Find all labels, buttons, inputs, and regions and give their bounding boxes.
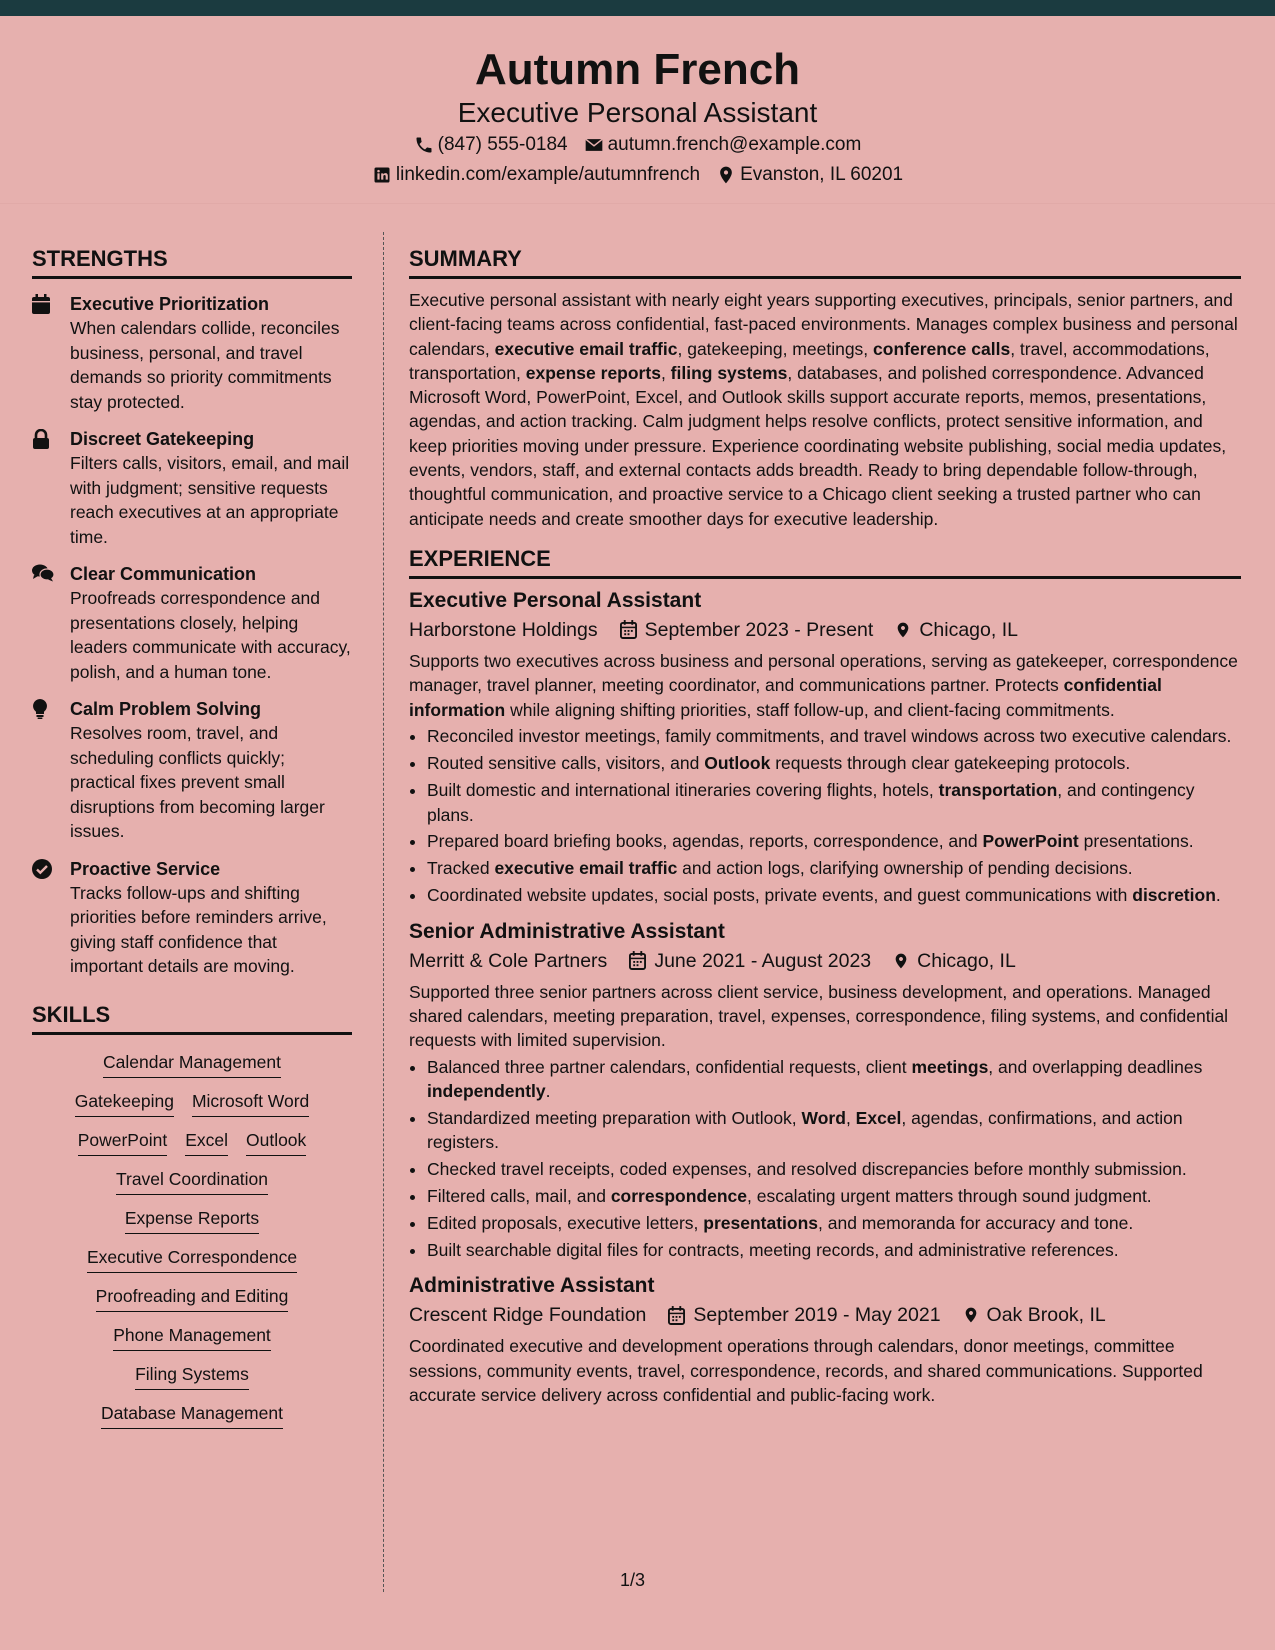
bullet-item: [427, 778, 1241, 827]
strength-title: Discreet Gatekeeping: [70, 429, 255, 449]
emphasis-text: filing systems: [670, 362, 788, 383]
job-location: Chicago, IL: [919, 618, 1018, 641]
job-location: Oak Brook, IL: [986, 1304, 1106, 1327]
check-circle-icon: [32, 859, 52, 879]
text-run: Checked travel receipts, coded expenses, and resolved discrepancies before monthly submission.: [427, 1159, 1187, 1180]
text-run: Coordinated executive and development operations through calendars, donor meetings, committee sessions, community events, travel, correspondence, records, and shared communications. Supported accurate service delivery across confidential and public-facing work.: [409, 1336, 1203, 1405]
experience-heading: EXPERIENCE: [409, 545, 1241, 579]
skill-tag: Proofreading and Editing: [96, 1283, 289, 1312]
text-run: ,: [845, 1108, 856, 1129]
skill-tag: Phone Management: [113, 1322, 271, 1351]
emphasis-text: executive email traffic: [494, 858, 678, 879]
bullet-item: [427, 1157, 1241, 1181]
contact-line-2: [0, 160, 1275, 190]
job-title: Senior Administrative Assistant: [409, 919, 725, 943]
skill-tag: Excel: [185, 1127, 228, 1156]
skill-tag: Database Management: [101, 1400, 283, 1429]
text-run: , travel, accommodations, transportation,: [409, 338, 1210, 383]
emphasis-text: independently: [427, 1081, 546, 1102]
text-run: .: [1215, 885, 1221, 906]
job-description: [409, 1334, 1241, 1407]
job-entry: [409, 1272, 1241, 1407]
text-run: , escalating urgent matters through sound judgment.: [746, 1186, 1152, 1207]
text-run: and action logs, clarifying ownership of pending decisions.: [677, 858, 1133, 879]
job-entry: [409, 918, 1241, 1263]
job-entry: [409, 587, 1241, 908]
emphasis-text: Excel: [855, 1108, 902, 1129]
text-run: Executive personal assistant with nearly eight years supporting executives, principals, senior partners, and client-facing teams across confidential, fast-paced environments. Manages complex business and personal calendars,: [409, 290, 1238, 359]
linkedin-text: linkedin.com/example/autumnfrench: [395, 164, 701, 185]
company-name: Crescent Ridge Foundation: [409, 1304, 647, 1327]
skills-heading: SKILLS: [32, 1001, 352, 1035]
page-number: 1/3: [620, 1570, 646, 1590]
job-description: [409, 649, 1241, 722]
text-run: .: [545, 1081, 551, 1102]
chat-bubbles-icon: [32, 564, 54, 582]
text-run: , databases, and polished correspondence. Advanced Microsoft Word, PowerPoint, Excel, and Outlook skills support accurate reports, memos, presentations, agendas, and action tracking. Calm judgment helps resolve conflicts, protect sensitive information, and keep priorities moving under pressure. Experience coordinating website publishing, social media updates, events, vendors, staff, and external contacts adds breadth. Ready to bring dependable follow-through, thoughtful communication, and proactive service to a Chicago client seeking a trusted partner who can anticipate needs and create smoother days for executive leadership.: [409, 362, 1227, 529]
text-run: Coordinated website updates, social posts, private events, and guest communications with: [427, 885, 1133, 906]
job-dates: June 2021 - August 2023: [654, 949, 872, 972]
job-meta: [409, 946, 1241, 976]
skill-tag: Executive Correspondence: [87, 1244, 297, 1273]
job-bullets: [427, 724, 1241, 907]
job-bullets: [427, 1055, 1241, 1262]
job-location: Chicago, IL: [917, 949, 1016, 972]
job-meta: [409, 615, 1241, 645]
strength-item: [32, 857, 352, 979]
text-run: , and overlapping deadlines: [988, 1056, 1203, 1077]
top-accent-bar: [0, 0, 1275, 16]
company-name: Merritt & Cole Partners: [409, 949, 608, 972]
emphasis-text: PowerPoint: [982, 831, 1079, 852]
text-run: Reconciled investor meetings, family commitments, and travel windows across two executive calendars.: [427, 726, 1232, 747]
calendar-icon: [620, 620, 637, 639]
skill-tag: Filing Systems: [135, 1361, 249, 1390]
location-contact: [716, 160, 903, 190]
lock-icon: [32, 429, 50, 449]
text-run: Supports two executives across business and personal operations, serving as gatekeeper, correspondence manager, travel planner, meeting coordinator, and communications partner. Protects: [409, 650, 1238, 696]
strength-title: Calm Problem Solving: [70, 699, 262, 719]
emphasis-text: confidential information: [409, 675, 1162, 720]
resume-header: [0, 16, 1275, 204]
job-title: Administrative Assistant: [409, 1274, 655, 1298]
text-run: Standardized meeting preparation with Outlook,: [427, 1108, 802, 1129]
left-column: [32, 245, 352, 1429]
lightbulb-icon: [32, 699, 48, 719]
job-meta: [409, 1300, 1241, 1330]
map-pin-icon: [893, 951, 909, 971]
bullet-item: [427, 829, 1241, 853]
linkedin-contact[interactable]: [372, 160, 700, 190]
linkedin-icon: [372, 165, 392, 185]
bullet-item: [427, 1211, 1241, 1235]
strength-title: Clear Communication: [70, 564, 257, 584]
skill-tag: Calendar Management: [103, 1049, 281, 1078]
skill-tag: Travel Coordination: [116, 1166, 268, 1195]
bullet-item: [427, 1238, 1241, 1262]
summary-heading: SUMMARY: [409, 245, 1241, 279]
phone-contact[interactable]: [414, 130, 568, 160]
text-run: Edited proposals, executive letters,: [427, 1213, 704, 1234]
strength-description: Filters calls, visitors, email, and mail with judgment; sensitive requests reach executives at an appropriate time.: [70, 453, 350, 547]
map-pin-icon: [895, 620, 911, 640]
strength-description: Proofreads correspondence and presentations closely, helping leaders communicate with accuracy, polish, and a human tone.: [70, 588, 351, 682]
emphasis-text: presentations: [703, 1213, 819, 1234]
text-run: , agendas, confirmations, and action registers.: [427, 1108, 1183, 1153]
job-dates: September 2023 - Present: [644, 618, 874, 641]
map-pin-icon: [716, 165, 736, 185]
strength-title: Executive Prioritization: [70, 294, 270, 314]
company-name: Harborstone Holdings: [409, 618, 598, 641]
emphasis-text: correspondence: [610, 1186, 747, 1207]
text-run: ,: [660, 362, 671, 383]
skill-tag: PowerPoint: [78, 1127, 168, 1156]
emphasis-text: Outlook: [704, 753, 771, 774]
job-title: Executive Personal Assistant: [409, 588, 702, 612]
phone-text: (847) 555-0184: [437, 134, 568, 155]
strength-description: Resolves room, travel, and scheduling conflicts quickly; practical fixes prevent small disruptions from becoming larger issues.: [70, 723, 325, 841]
map-pin-icon: [963, 1305, 979, 1325]
text-run: Routed sensitive calls, visitors, and: [427, 753, 705, 774]
bullet-item: [427, 724, 1241, 748]
emphasis-text: meetings: [911, 1056, 989, 1077]
text-run: Built domestic and international itineraries covering flights, hotels,: [427, 780, 939, 801]
contact-line-1: [0, 130, 1275, 160]
emphasis-text: transportation: [938, 780, 1058, 801]
emphasis-text: Word: [801, 1108, 846, 1129]
email-contact[interactable]: [584, 130, 862, 160]
strength-title: Proactive Service: [70, 858, 221, 879]
summary-text: [409, 288, 1241, 531]
emphasis-text: executive email traffic: [494, 338, 678, 359]
text-run: , gatekeeping, meetings,: [677, 338, 874, 359]
text-run: Supported three senior partners across client service, business development, and operations. Managed shared calendars, meeting preparation, travel, expenses, correspondence, filing systems, and confidential requests with limited supervision.: [409, 981, 1229, 1051]
text-run: , and contingency plans.: [427, 780, 1195, 825]
bullet-item: [427, 1106, 1241, 1155]
strength-item: [32, 292, 352, 414]
skill-tag: Expense Reports: [125, 1205, 259, 1234]
text-run: while aligning shifting priorities, staff follow-up, and client-facing commitments.: [505, 699, 1115, 720]
text-run: Tracked: [427, 858, 495, 879]
text-run: , and memoranda for accuracy and tone.: [818, 1213, 1134, 1234]
text-run: Balanced three partner calendars, confidential requests, client: [427, 1056, 912, 1077]
job-dates: September 2019 - May 2021: [693, 1304, 941, 1327]
text-run: Filtered calls, mail, and: [427, 1186, 611, 1207]
bullet-item: [427, 1184, 1241, 1208]
calendar-icon: [668, 1306, 685, 1325]
candidate-title: Executive Personal Assistant: [457, 97, 818, 128]
text-run: presentations.: [1078, 831, 1194, 852]
skill-tag: Gatekeeping: [75, 1088, 174, 1117]
calendar-icon: [32, 294, 50, 314]
bullet-item: [427, 751, 1241, 775]
text-run: Prepared board briefing books, agendas, reports, correspondence, and: [427, 831, 983, 852]
emphasis-text: conference calls: [873, 338, 1011, 359]
bullet-item: [427, 856, 1241, 880]
column-divider: [383, 232, 384, 1592]
strength-item: [32, 697, 352, 844]
bullet-item: [427, 883, 1241, 907]
text-run: Built searchable digital files for contracts, meeting records, and administrative references.: [427, 1240, 1119, 1261]
candidate-name: Autumn French: [474, 45, 801, 94]
location-text: Evanston, IL 60201: [740, 164, 904, 185]
strength-item: [32, 427, 352, 549]
bullet-item: [427, 1055, 1241, 1104]
job-description: [409, 980, 1241, 1053]
right-column: [409, 245, 1241, 1407]
phone-icon: [414, 135, 434, 155]
calendar-icon: [629, 951, 646, 970]
strength-description: Tracks follow-ups and shifting priorities before reminders arrive, giving staff confidence that important details are moving.: [70, 882, 327, 976]
strength-description: When calendars collide, reconciles business, personal, and travel demands so priority commitments stay protected.: [70, 318, 340, 412]
skill-tag: Outlook: [246, 1127, 306, 1156]
emphasis-text: discretion: [1132, 885, 1216, 906]
strengths-heading: STRENGTHS: [32, 245, 352, 279]
email-text: autumn.french@example.com: [607, 134, 862, 155]
text-run: requests through clear gatekeeping protocols.: [770, 753, 1131, 774]
emphasis-text: expense reports: [525, 362, 661, 383]
skill-tag: Microsoft Word: [192, 1088, 309, 1117]
envelope-icon: [584, 135, 604, 155]
strength-item: [32, 562, 352, 684]
skills-list: [32, 1049, 352, 1429]
